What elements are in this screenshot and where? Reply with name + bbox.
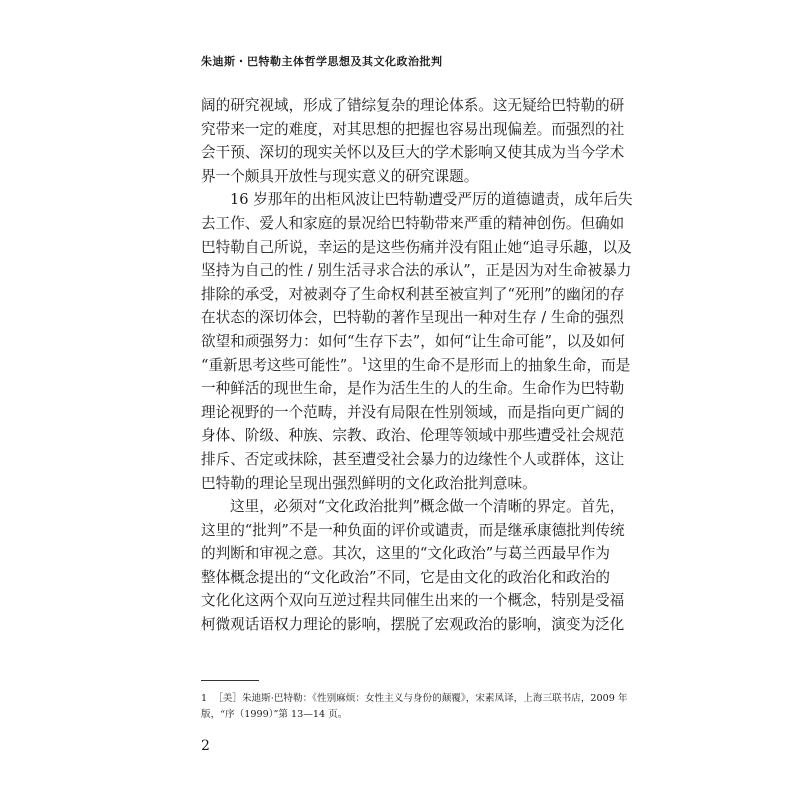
footnote: [201, 691, 628, 723]
footnote-number: 1: [201, 693, 208, 704]
paragraph-2-line: 在状态的深切体会，巴特勒的著作呈现出一种对生存 / 生命的强烈: [201, 309, 624, 327]
paragraph-2-line: 排除的承受，对被剥夺了生命权利甚至被宣判了“死刑”的幽闭的存: [201, 285, 625, 303]
page-number: 2: [201, 738, 210, 754]
footnote-text: ［美］朱迪斯·巴特勒：《性别麻烦：女性主义与身份的颠覆》，宋素凤译，上海三联书店，2009 年: [213, 693, 628, 704]
footnote-reference[interactable]: 1: [361, 356, 368, 367]
paragraph-2-line: 欲望和顽强努力：如何“生存下去”，如何“让生命可能”，以及如何: [201, 332, 625, 350]
paragraph-1-line: 界一个颇具开放性与现实意义的研究课题。: [201, 167, 479, 185]
body-text: [201, 94, 633, 637]
paragraph-3-line: 文化化这两个双向互逆过程共同催生出来的一个概念，特别是受福: [201, 592, 625, 610]
line-text: “重新思考这些可能性”。: [201, 356, 362, 374]
paragraph-2-line: 身体、阶级、种族、宗教、政治、伦理等领域中那些遭受社会规范: [201, 427, 625, 445]
paragraph-1-line: 究带来一定的难度，对其思想的把握也容易出现偏差。而强烈的社: [201, 120, 625, 138]
paragraph-2-line-with-footnote: [201, 354, 631, 378]
paragraph-2-line: 巴特勒的理论呈现出强烈鲜明的文化政治批判意味。: [201, 474, 537, 492]
paragraph-3-line: 整体概念提出的“文化政治”不同，它是由文化的政治化和政治的: [201, 568, 610, 586]
line-text-continued: 这里的生命不是形而上的抽象生命，而是: [367, 356, 631, 374]
paragraph-2-line: 巴特勒自己所说，幸运的是这些伤痛并没有阻止她“追寻乐趣，以及: [201, 238, 632, 256]
paragraph-1-line: 会干预、深切的现实关怀以及巨大的学术影响又使其成为当今学术: [201, 144, 625, 162]
running-head: 朱迪斯・巴特勒主体哲学思想及其文化政治批判: [201, 55, 443, 68]
paragraph-2-line: 一种鲜活的现世生命，是作为活生生的人的生命。生命作为巴特勒: [201, 380, 625, 398]
footnote-line: [201, 691, 628, 707]
paragraph-3-line: 这里，必须对“文化政治批判”概念做一个清晰的界定。首先，: [230, 498, 625, 516]
paragraph-2-line: 理论视野的一个范畴，并没有局限在性别领域，而是指向更广阔的: [201, 403, 625, 421]
paragraph-2-line: 去工作、爱人和家庭的景况给巴特勒带来严重的精神创伤。但确如: [201, 214, 625, 232]
paragraph-1-line: 阔的研究视域，形成了错综复杂的理论体系。这无疑给巴特勒的研: [201, 97, 625, 114]
paragraph-3-line: 的判断和审视之意。其次，这里的“文化政治”与葛兰西最早作为: [201, 545, 610, 563]
paragraph-3-line: 这里的“批判”不是一种负面的评价或谴责，而是继承康德批判传统: [201, 521, 625, 539]
footnote-divider: [201, 680, 259, 681]
paragraph-3-line: 柯微观话语权力理论的影响，摆脱了宏观政治的影响，演变为泛化: [201, 616, 625, 634]
paragraph-2-line: 16 岁那年的出柜风波让巴特勒遭受严厉的道德谴责，成年后失: [230, 191, 633, 209]
footnote-line: 版，“序（1999）”第 13—14 页。: [201, 709, 348, 720]
paragraph-2-line: 坚持为自己的性 / 别生活寻求合法的承认”，正是因为对生命被暴力: [201, 262, 632, 280]
paragraph-2-line: 排斥、否定或抹除，甚至遭受社会暴力的边缘性个人或群体，这让: [201, 450, 625, 468]
